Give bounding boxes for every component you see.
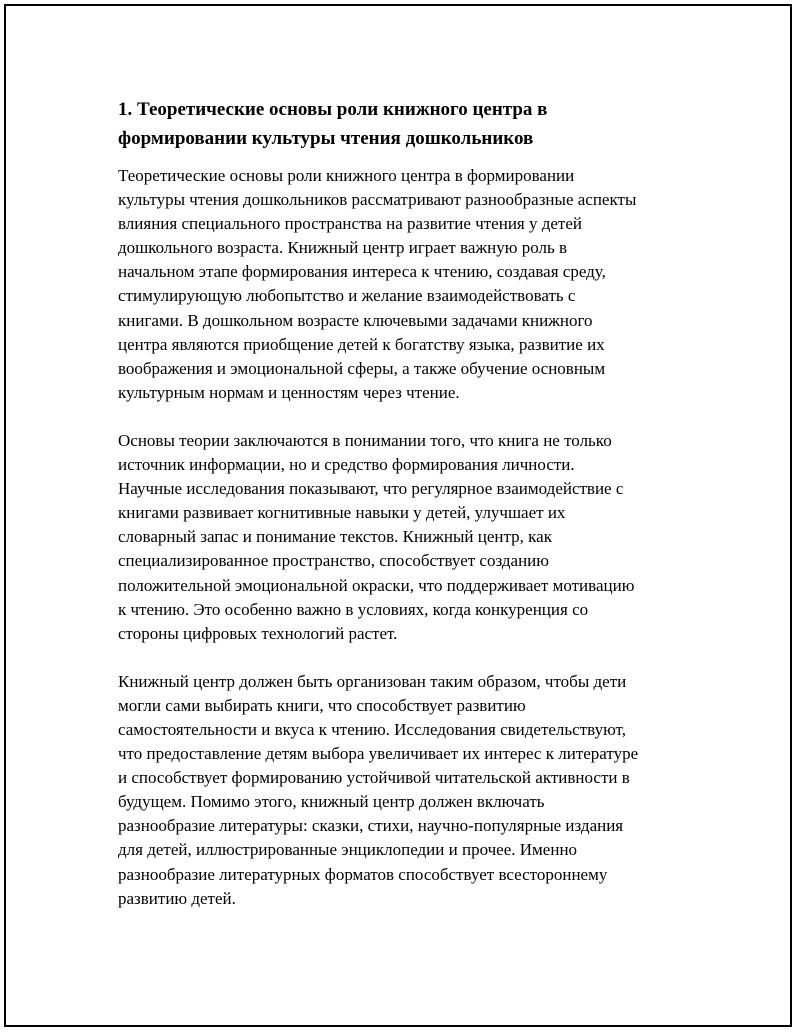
text-line: Основы теории заключаются в понимании того, что книга не только: [118, 430, 612, 450]
text-line: к чтению. Это особенно важно в условиях, когда конкуренция со: [118, 599, 589, 619]
text-line: положительной эмоциональной окраски, что поддерживает мотивацию: [118, 575, 635, 595]
text-line: Теоретические основы роли книжного центра в формировании: [118, 166, 575, 185]
text-line: книгами развивает когнитивные навыки у детей, улучшает их: [118, 503, 566, 523]
text-line: Научные исследования показывают, что регулярное взаимодействие с: [118, 479, 624, 499]
text-line: для детей, иллюстрированные энциклопедии и прочее. Именно: [118, 840, 578, 860]
text-line: стимулирующую любопытство и желание взаимодействовать с: [118, 286, 576, 306]
paragraph-3: [118, 670, 686, 911]
text-line: стороны цифровых технологий растет.: [118, 623, 398, 643]
section-heading: [118, 95, 686, 153]
text-line: будущем. Помимо этого, книжный центр должен включать: [118, 792, 545, 812]
text-line: центра являются приобщение детей к богатству языка, развитие их: [118, 334, 605, 354]
text-line: разнообразие литературных форматов способствует всестороннему: [118, 864, 608, 884]
text-line: культуры чтения дошкольников рассматривают разнообразные аспекты: [118, 190, 637, 210]
text-line: дошкольного возраста. Книжный центр играет важную роль в: [118, 238, 567, 258]
text-line: воображения и эмоциональной сферы, а также обучение основным: [118, 358, 606, 378]
heading-line: формировании культуры чтения дошкольников: [118, 128, 534, 149]
text-line: книгами. В дошкольном возрасте ключевыми задачами книжного: [118, 310, 593, 330]
text-line: словарный запас и понимание текстов. Книжный центр, как: [118, 527, 552, 547]
text-line: влияния специального пространства на развитие чтения у детей: [118, 214, 583, 234]
text-line: источник информации, но и средство формирования личности.: [118, 455, 575, 475]
text-line: и способствует формированию устойчивой читательской активности в: [118, 768, 630, 788]
text-line: могли сами выбирать книги, что способствует развитию: [118, 695, 526, 715]
text-line: начальном этапе формирования интереса к чтению, создавая среду,: [118, 262, 606, 282]
document-body: [118, 95, 686, 935]
text-line: разнообразие литературы: сказки, стихи, научно-популярные издания: [118, 816, 624, 836]
text-line: развитию детей.: [118, 888, 236, 908]
text-line: что предоставление детям выбора увеличивает их интерес к литературе: [118, 744, 639, 764]
paragraph-2: [118, 429, 686, 646]
text-line: Книжный центр должен быть организован таким образом, чтобы дети: [118, 671, 627, 691]
text-line: специализированное пространство, способствует созданию: [118, 551, 549, 571]
heading-line: 1. Теоретические основы роли книжного центра в: [118, 99, 548, 120]
text-line: культурным нормам и ценностям через чтение.: [118, 382, 460, 402]
text-line: самостоятельности и вкуса к чтению. Исследования свидетельствуют,: [118, 719, 626, 739]
paragraph-1: [118, 164, 686, 405]
